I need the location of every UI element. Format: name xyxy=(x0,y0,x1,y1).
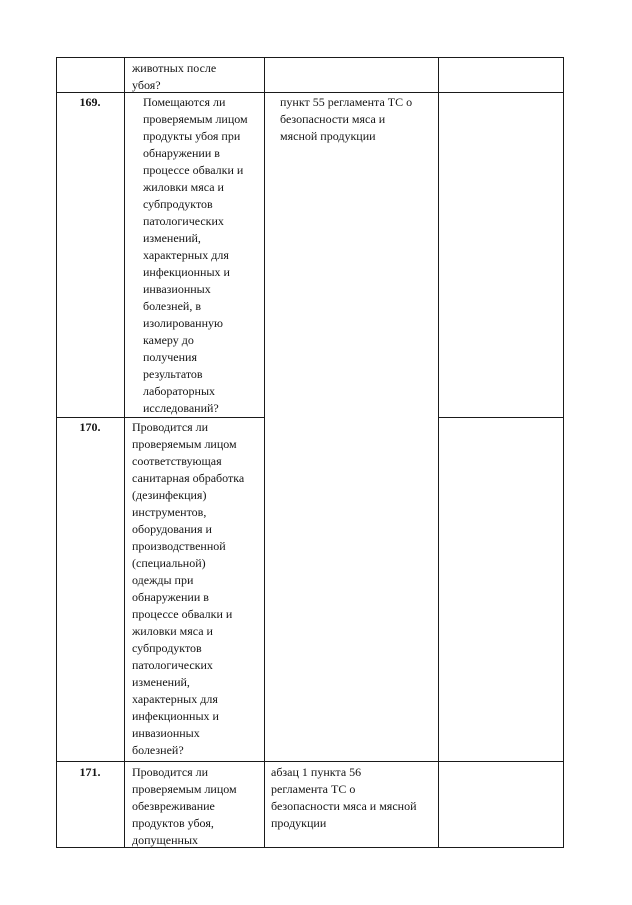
question-continuation: животных после убоя? xyxy=(132,61,217,92)
table-right-border xyxy=(563,57,564,848)
row-number-171: 171. xyxy=(79,765,101,779)
column-divider-question xyxy=(264,57,265,848)
row-number-169: 169. xyxy=(79,95,101,109)
question-169: Помещаются ли проверяемым лицом продукты убоя при обнаружении в процессе обвалки и жиловки мяса и субпродуктов патологических изменений, характерных для инфекционных и инвазионных болезней, в изолированную камеру до получения результатов лабораторных исследований? xyxy=(143,95,248,415)
reference-171: абзац 1 пункта 56 регламента ТС о безопасности мяса и мясной продукции xyxy=(271,765,417,830)
question-171: Проводится ли проверяемым лицом обезвреживание продуктов убоя, допущенных xyxy=(132,765,237,847)
row-number-170: 170. xyxy=(79,420,101,434)
question-170: Проводится ли проверяемым лицом соответствующая санитарная обработка (дезинфекция) инструментов, оборудования и производственной (специальной) одежды при обнаружении в процессе обвалки и жиловки мяса и субпродуктов патологических изменений, характерных для инфекционных и инвазионных болезней? xyxy=(132,420,245,757)
table-top-border xyxy=(56,57,564,58)
row-divider-170-left xyxy=(56,417,264,418)
table-left-border xyxy=(56,57,57,848)
row-divider-171 xyxy=(56,761,564,762)
column-divider-number xyxy=(124,57,125,848)
row-divider-170-right xyxy=(438,417,564,418)
column-divider-reference xyxy=(438,57,439,848)
reference-169: пункт 55 регламента ТС о безопасности мяса и мясной продукции xyxy=(280,95,413,143)
